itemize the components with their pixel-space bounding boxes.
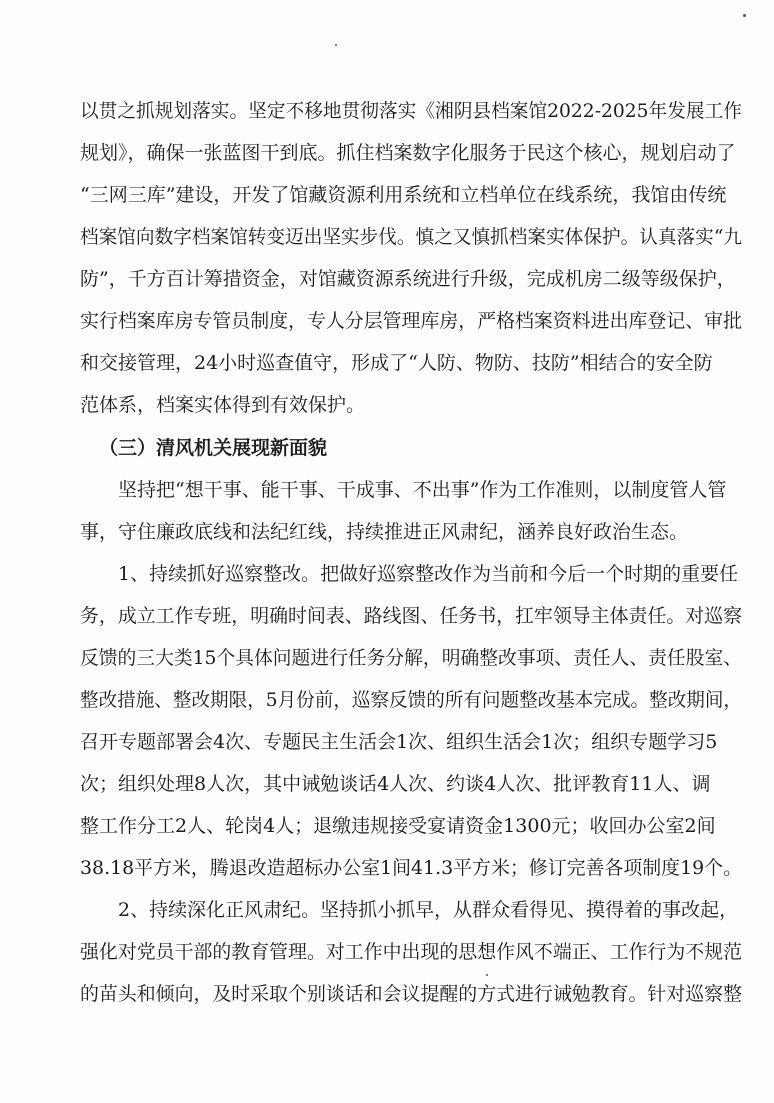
text-line-3: “三网三库”建设，开发了馆藏资源利用系统和立档单位在线系统，我馆由传统 xyxy=(80,184,727,206)
text-line-17: 次；组织处理8人次，其中诫勉谈话4人次、约谈4人次、批评教育11人、调 xyxy=(80,773,711,795)
text-line-10: 坚持把“想干事、能干事、干成事、不出事”作为工作准则，以制度管人管 xyxy=(118,479,727,501)
text-line-8: 范体系，档案实体得到有效保护。 xyxy=(80,394,366,416)
section-heading: （三）清风机关展现新面貌 xyxy=(99,437,328,459)
scan-speck xyxy=(486,974,488,976)
text-line-19: 38.18平方米，腾退改造超标办公室1间41.3平方米；修订完善各项制度19个。 xyxy=(80,857,742,879)
text-line-13: 务，成立工作专班，明确时间表、路线图、任务书，扛牢领导主体责任。对巡察 xyxy=(80,605,742,627)
text-line-15: 整改措施、整改期限，5月份前，巡察反馈的所有问题整改基本完成。整改期间， xyxy=(80,689,742,711)
text-line-2: 规划》，确保一张蓝图干到底。抓住档案数字化服务于民这个核心，规划启动了 xyxy=(80,142,736,164)
text-line-14: 反馈的三大类15个具体问题进行任务分解，明确整改事项、责任人、责任股室、 xyxy=(80,647,742,669)
scan-speck xyxy=(743,14,746,17)
text-line-12: 1、持续抓好巡察整改。把做好巡察整改作为当前和今后一个时期的重要任 xyxy=(118,563,739,585)
text-line-7: 和交接管理，24小时巡查值守，形成了“人防、物防、技防”相结合的安全防 xyxy=(80,352,713,374)
text-line-5: 防”，千方百计筹措资金，对馆藏资源系统进行升级，完成机房二级等级保护， xyxy=(80,268,736,290)
text-line-4: 档案馆向数字档案馆转变迈出坚实步伐。慎之又慎抓档案实体保护。认真落实“九 xyxy=(80,226,742,248)
text-line-21: 强化对党员干部的教育管理。对工作中出现的思想作风不端正、工作行为不规范 xyxy=(80,941,742,963)
text-line-22: 的苗头和倾向，及时采取个别谈话和会议提醒的方式进行诫勉教育。针对巡察整 xyxy=(80,983,742,1005)
scan-speck xyxy=(335,44,337,46)
text-line-16: 召开专题部署会4次、专题民主生活会1次、组织生活会1次；组织专题学习5 xyxy=(80,731,718,753)
text-line-6: 实行档案库房专管员制度，专人分层管理库房，严格档案资料进出库登记、审批 xyxy=(80,310,742,332)
text-line-18: 整工作分工2人、轮岗4人；退缴违规接受宴请资金1300元；收回办公室2间 xyxy=(80,815,716,837)
text-line-20: 2、持续深化正风肃纪。坚持抓小抓早，从群众看得见、摸得着的事改起， xyxy=(118,899,739,921)
text-line-11: 事，守住廉政底线和法纪红线，持续推进正风肃纪，涵养良好政治生态。 xyxy=(80,521,689,543)
text-line-1: 以贯之抓规划落实。坚定不移地贯彻落实《湘阴县档案馆2022-2025年发展工作 xyxy=(80,100,742,122)
